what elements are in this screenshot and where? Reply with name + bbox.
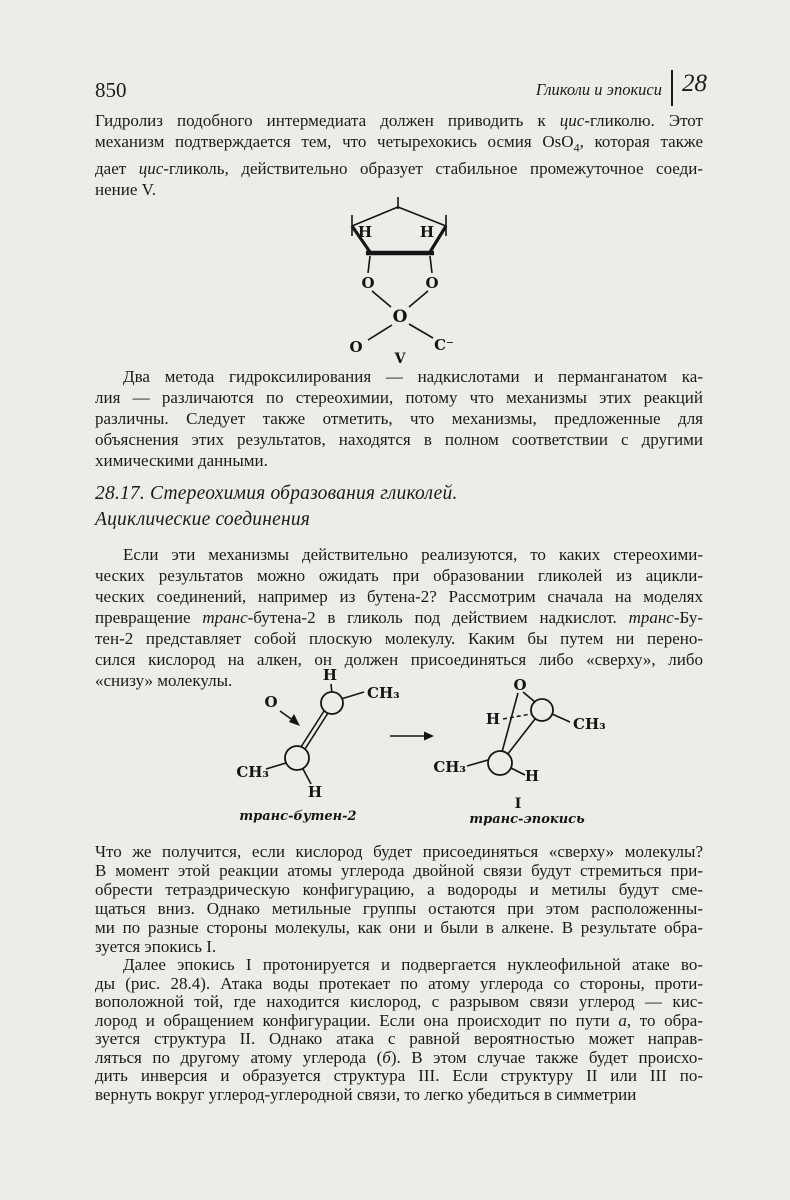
text-line: зуется структура II. Однако атака с равной вероятностью может направ- [95, 1029, 703, 1048]
text-line: нение V. [95, 180, 156, 200]
h-atom-label: H [322, 666, 338, 684]
text-line: ми по разные стороны молекулы, как они и были в алкене. В результате обра- [95, 918, 703, 937]
ch3-group-label: CH₃ [433, 758, 466, 776]
h-atom-label: H [485, 710, 500, 728]
text-line: ческих результатов можно ожидать при образовании гликолей из ацикли- [95, 566, 703, 585]
text-line: лия — различаются по стереохимии, потому что механизмы этих реакций [95, 388, 703, 407]
text-line: дает цис-гликоль, действительно образует стабильное промежуточное соеди- [95, 159, 704, 179]
text-line: «снизу» молекулы. [95, 671, 233, 690]
chapter-divider [671, 70, 673, 106]
bond [368, 256, 370, 273]
structure-caption: транс-эпокись [469, 812, 585, 827]
ch3-group-label: CH₃ [573, 715, 606, 733]
bond [511, 768, 525, 775]
reaction-arrowhead [424, 732, 434, 741]
bond [467, 760, 488, 766]
h-atom-label: H [524, 767, 540, 785]
center-atom-label: O [392, 307, 408, 327]
bond [409, 324, 433, 338]
text-line: Если эти механизмы действительно реализуются, то каких стереохими- [123, 545, 703, 564]
text-line: превращение транс-бутена-2 в гликоль под действием надкислот. транс-Бу- [95, 608, 704, 627]
text-line: Далее эпокись I протонируется и подвергается нуклеофильной атаке во- [123, 955, 703, 974]
carbon-atom [488, 751, 512, 775]
bond [305, 713, 328, 749]
paragraph-hydrolysis [95, 110, 703, 200]
h-atom-label: H [419, 223, 435, 241]
text-line: обрести тетраэдрическую конфигурацию, а водороды и метилы будут сме- [95, 880, 703, 899]
structure-caption: транс-бутен-2 [239, 809, 357, 824]
paragraph-two-methods [95, 366, 703, 471]
text-line: Гидролиз подобного интермедиата должен приводить к цис-гликолю. Этот [95, 111, 703, 130]
reaction-scheme [190, 660, 620, 838]
o-atom-label: O [361, 274, 375, 292]
text-line: ды (рис. 28.4). Атака воды протекает по атому углерода со стороны, проти- [95, 973, 703, 993]
carbon-atom [321, 692, 343, 714]
ch3-group-label: CH₃ [367, 684, 400, 702]
figure-epoxidation-reaction [190, 660, 620, 843]
osmate-ester-structure [330, 196, 480, 364]
text-line: механизм подтверждается тем, что четырехокись осмия OsO$_4$, которая также [95, 132, 703, 155]
c-atom-label: C⁻ [434, 336, 454, 354]
o-atom-label: O [513, 676, 527, 694]
page-number: 850 [95, 78, 127, 102]
text-line: Что же получится, если кислород будет присоединяться «сверху» молекулы? [95, 842, 703, 861]
text-line: сился кислород на алкен, он должен присоединяться либо «сверху», либо [95, 650, 703, 669]
chapter-number: 28 [682, 70, 707, 97]
text-line: зуется эпокись I. [95, 937, 217, 956]
text-line: воположной той, где находится кислород, с разрывом связи углерод — кис- [95, 992, 703, 1011]
bond [552, 714, 570, 722]
paragraph-protonation [95, 956, 703, 1104]
dashed-bond [503, 714, 531, 719]
section-heading-line: Ациклические соединения [95, 509, 311, 530]
section-heading-line: 28.17. Стереохимия образования гликолей. [95, 483, 458, 504]
text-line: щаться вниз. Однако метильные группы остаются при этом расположенны- [95, 899, 703, 918]
carbon-atom [285, 746, 309, 770]
structure-numeral: V [394, 351, 406, 364]
paragraph-top-attack [95, 842, 703, 956]
carbon-atom [531, 699, 553, 721]
structure-numeral: I [514, 796, 522, 812]
o-atom-label: O [425, 274, 439, 292]
bond [341, 692, 364, 699]
text-line: химическими данными. [95, 451, 268, 470]
h-atom-label: H [307, 783, 323, 801]
bond [372, 291, 391, 307]
bond [266, 763, 286, 769]
text-line: различны. Следует также отметить, что механизмы, предложенные для [95, 409, 703, 428]
h-atom-label: H [357, 223, 373, 241]
bond [301, 711, 324, 747]
o-atom-label: O [349, 338, 363, 356]
bond [303, 769, 311, 784]
running-title: Гликоли и эпокиси [535, 80, 662, 99]
figure-osmate-ester [330, 196, 480, 369]
text-line: ляться по другому атому углерода (б). В этом случае также будет происхо- [95, 1047, 703, 1067]
bond [507, 719, 535, 755]
text-line: объяснения этих результатов, находятся в полном соответствии с другими [95, 430, 703, 449]
bond [368, 325, 392, 340]
section-heading [95, 481, 703, 533]
bond [409, 291, 428, 307]
attack-arrowhead [289, 714, 300, 726]
text-line: ческих соединений, например из бутена-2? Рассмотрим сначала на моделях [95, 587, 703, 606]
text-line: тен-2 представляет собой плоскую молекулу. Каким бы путем ни перено- [95, 629, 703, 648]
o-atom-label: O [264, 693, 278, 711]
ch3-group-label: CH₃ [236, 763, 269, 781]
text-line: лород и обращением конфигурации. Если она происходит по пути а, то обра- [95, 1010, 704, 1030]
text-line: дить инверсия и образуется структура III. Если структуру II или III по- [95, 1066, 703, 1085]
text-line: Два метода гидроксилирования — надкислотами и перманганатом ка- [123, 367, 703, 386]
text-line: вернуть вокруг углерод-углеродной связи, то легко убедиться в симметрии [95, 1084, 637, 1104]
bond [430, 256, 432, 273]
text-line: В момент этой реакции атомы углерода двойной связи будут стремиться при- [95, 861, 703, 880]
